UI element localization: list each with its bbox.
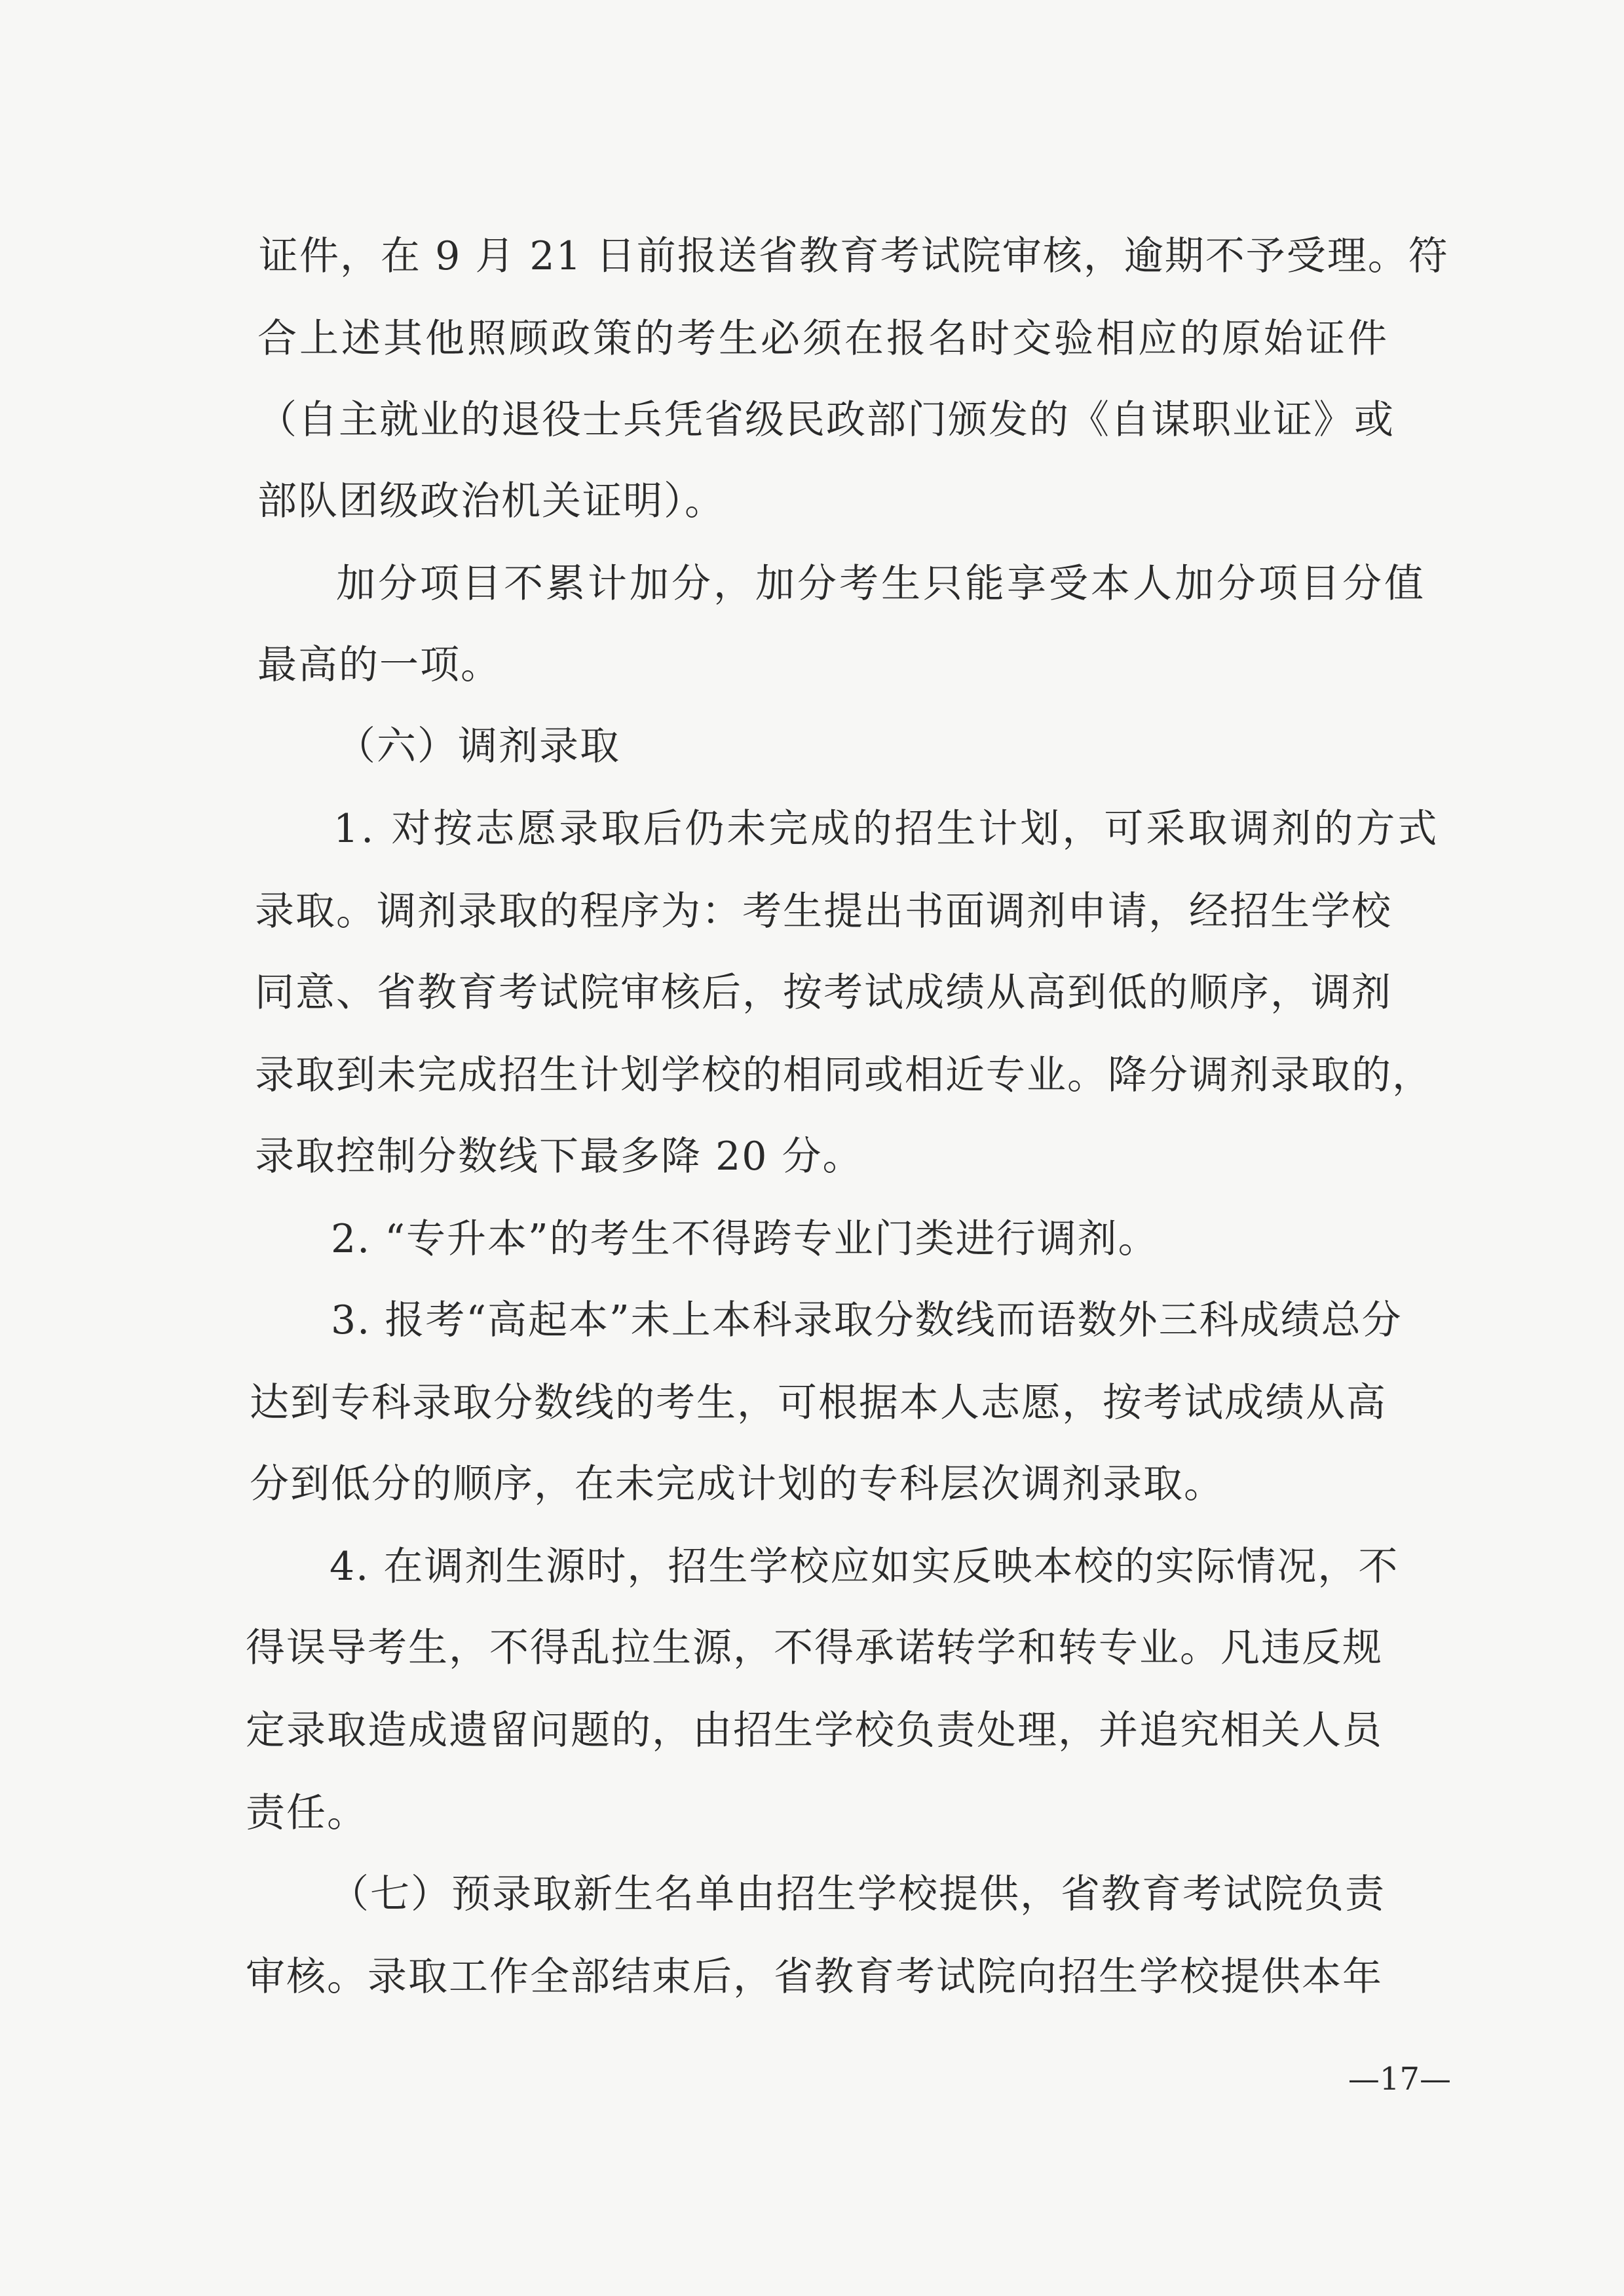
- text-line: 分到低分的顺序，在未完成计划的专科层次调剂录取。: [250, 1461, 1224, 1507]
- text-line: 录取。调剂录取的程序为：考生提出书面调剂申请，经招生学校: [255, 889, 1392, 934]
- text-line: （七）预录取新生名单由招生学校提供，省教育考试院负责: [330, 1871, 1386, 1917]
- text-line: 4. 在调剂生源时，招生学校应如实反映本校的实际情况，不: [330, 1544, 1399, 1590]
- section-heading: （六）调剂录取: [336, 723, 620, 769]
- text-line: 证件，在 9 月 21 日前报送省教育考试院审核，逾期不予受理。符: [259, 233, 1449, 279]
- text-line: 部队团级政治机关证明）。: [257, 478, 725, 524]
- text-line: 最高的一项。: [257, 642, 501, 688]
- text-line: 合上述其他照顾政策的考生必须在报名时交验相应的原始证件: [257, 316, 1389, 362]
- text-line: 同意、省教育考试院审核后，按考试成绩从高到低的顺序，调剂: [255, 970, 1392, 1016]
- text-line: 录取控制分数线下最多降 20 分。: [255, 1134, 863, 1179]
- text-line: 2. “专升本”的考生不得跨专业门类进行调剂。: [331, 1216, 1159, 1262]
- text-line: 3. 报考“高起本”未上本科录取分数线而语数外三科成绩总分: [331, 1297, 1403, 1343]
- text-line: 责任。: [246, 1790, 368, 1836]
- text-line: 达到专科录取分数线的考生，可根据本人志愿，按考试成绩从高: [250, 1380, 1387, 1426]
- text-line: 审核。录取工作全部结束后，省教育考试院向招生学校提供本年: [246, 1954, 1383, 2000]
- text-line: 录取到未完成招生计划学校的相同或相近专业。降分调剂录取的，: [255, 1052, 1433, 1098]
- text-line: 得误导考生，不得乱拉生源，不得承诺转学和转专业。凡违反规: [246, 1625, 1383, 1671]
- text-line: 1. 对按志愿录取后仍未完成的招生计划，可采取调剂的方式: [333, 806, 1440, 852]
- text-line: （自主就业的退役士兵凭省级民政部门颁发的《自谋职业证》或: [257, 397, 1395, 443]
- page-number: —17—: [1348, 2061, 1451, 2097]
- text-line: 定录取造成遗留问题的，由招生学校负责处理，并追究相关人员: [246, 1708, 1383, 1753]
- text-line: 加分项目不累计加分，加分考生只能享受本人加分项目分值: [336, 561, 1426, 607]
